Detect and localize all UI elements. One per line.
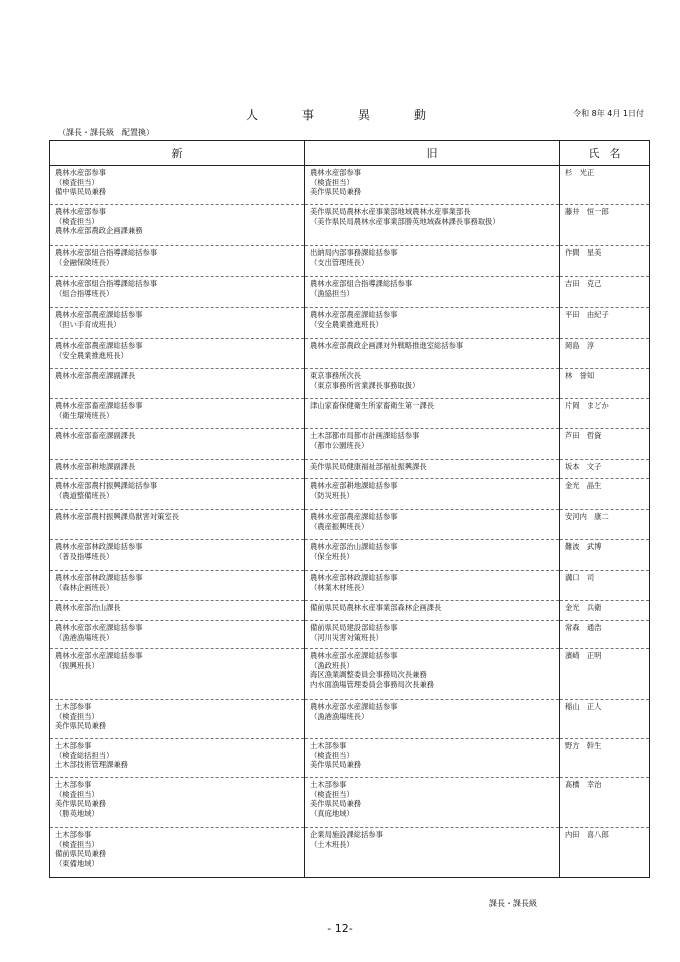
table-row <box>50 621 650 649</box>
cell-person-name: 藤井 恒一郎 <box>560 205 650 246</box>
cell-new-post <box>50 828 305 878</box>
post-line: （検査担当） <box>310 750 354 760</box>
header-new: 新 <box>50 141 305 166</box>
post-line: 備前県民局兼務 <box>55 849 107 859</box>
post-line: （検査担当） <box>55 839 99 849</box>
post-line: （東備地域） <box>55 858 99 868</box>
cell-person-name: 平田 由紀子 <box>560 308 650 339</box>
cell-old-post <box>305 601 560 621</box>
post-line: （検査担当） <box>55 177 99 187</box>
post-line: 農林水産部農政企画課対外戦略推進室総括参事 <box>310 341 464 350</box>
cell-person-name: 吉田 克己 <box>560 277 650 308</box>
personnel-table <box>49 140 650 878</box>
cell-new-post <box>50 778 305 828</box>
table-row <box>50 308 650 339</box>
table-row <box>50 277 650 308</box>
post-line: 東京事務所次長 <box>310 371 362 380</box>
cell-old-post <box>305 460 560 479</box>
post-line: 農林水産部農産課総括参事 <box>55 341 143 350</box>
cell-person-name: 稲山 正人 <box>560 700 650 739</box>
cell-new-post <box>50 166 305 205</box>
post-line: （保全班長） <box>310 551 354 561</box>
post-line: 土木部都市局都市計画課総括参事 <box>310 431 420 440</box>
post-line: 海区漁業調整委員会事務局次長兼務 <box>310 670 427 680</box>
post-line: 土木部参事 <box>310 741 347 750</box>
table-row <box>50 778 650 828</box>
cell-person-name: 内田 喜八郎 <box>560 828 650 878</box>
post-line: （衛生環境班長） <box>55 410 114 420</box>
cell-old-post <box>305 339 560 369</box>
cell-old-post <box>305 828 560 878</box>
post-line: （森林企画班長） <box>55 582 114 592</box>
cell-old-post <box>305 510 560 540</box>
cell-old-post <box>305 429 560 460</box>
post-line: 美作県民局兼務 <box>55 799 107 809</box>
post-line: 農林水産部農産課総括参事 <box>55 310 143 319</box>
table-row <box>50 339 650 369</box>
cell-person-name: 安河内 康二 <box>560 510 650 540</box>
post-line: 農林水産部組合指導課総括参事 <box>55 279 158 288</box>
cell-new-post <box>50 700 305 739</box>
post-line: 企業局施設課総括参事 <box>310 830 383 839</box>
post-line: （安全農業推進班長） <box>310 319 383 329</box>
post-line: （勝英地域） <box>55 808 99 818</box>
post-line: （振興班長） <box>55 660 99 670</box>
post-line: 農林水産部農産課総括参事 <box>310 512 398 521</box>
table-row <box>50 828 650 878</box>
post-line: 農林水産部農村振興課鳥獣害対策室長 <box>55 512 180 521</box>
cell-person-name: 難波 武博 <box>560 540 650 571</box>
post-line: 美作県民局兼務 <box>310 187 362 197</box>
post-line: （検査担当） <box>55 711 99 721</box>
post-line: 津山家畜保健衛生所家畜衛生第一課長 <box>310 401 435 410</box>
cell-person-name: 岡島 淳 <box>560 339 650 369</box>
post-line: 土木部参事 <box>310 780 347 789</box>
cell-new-post <box>50 339 305 369</box>
cell-new-post <box>50 479 305 510</box>
post-line: （検査担当） <box>310 177 354 187</box>
post-line: 土木部技術管理課兼務 <box>55 760 128 770</box>
cell-person-name: 杉 光正 <box>560 166 650 205</box>
post-line: 内水面漁場管理委員会事務局次長兼務 <box>310 679 435 689</box>
post-line: 土木部参事 <box>55 830 92 839</box>
post-line: （土木班長） <box>310 839 354 849</box>
cell-person-name: 林 誉知 <box>560 369 650 399</box>
cell-old-post <box>305 739 560 778</box>
table-row <box>50 479 650 510</box>
table-row <box>50 399 650 429</box>
post-line: （普及指導班長） <box>55 551 114 561</box>
post-line: 農林水産部水産課総括参事 <box>55 623 143 632</box>
header-old: 旧 <box>305 141 560 166</box>
post-line: （農産振興班長） <box>310 521 369 531</box>
cell-new-post <box>50 277 305 308</box>
cell-old-post <box>305 649 560 700</box>
cell-new-post <box>50 739 305 778</box>
post-line: （金融保険班長） <box>55 257 114 267</box>
header-name: 氏名 <box>560 141 650 166</box>
cell-person-name: 芦田 哲資 <box>560 429 650 460</box>
table-row <box>50 429 650 460</box>
cell-person-name: 金光 晶生 <box>560 479 650 510</box>
table-row <box>50 369 650 399</box>
cell-new-post <box>50 399 305 429</box>
table-row <box>50 649 650 700</box>
post-line: 美作県民局兼務 <box>55 721 107 731</box>
table-header-row <box>50 141 650 166</box>
post-line: （東京事務所営業課長事務取扱） <box>310 380 420 390</box>
cell-new-post <box>50 621 305 649</box>
post-line: 備前県民局農林水産事業部森林企画課長 <box>310 603 442 612</box>
cell-old-post <box>305 277 560 308</box>
post-line: （都市公園班長） <box>310 440 369 450</box>
post-line: 備中県民局兼務 <box>55 187 107 197</box>
table-row <box>50 601 650 621</box>
cell-new-post <box>50 429 305 460</box>
cell-person-name: 作間 星美 <box>560 246 650 277</box>
post-line: （漁港漁場班長） <box>55 632 114 642</box>
cell-new-post <box>50 308 305 339</box>
post-line: 農林水産部治山課長 <box>55 603 121 612</box>
cell-person-name: 常森 通浩 <box>560 621 650 649</box>
post-line: 農林水産部参事 <box>55 207 107 216</box>
post-line: 備前県民局建設部総括参事 <box>310 623 398 632</box>
cell-person-name: 野方 幹生 <box>560 739 650 778</box>
table-row <box>50 246 650 277</box>
table-row <box>50 510 650 540</box>
post-line: 美作県民局農林水産事業部地域農林水産事業部長 <box>310 207 471 216</box>
post-line: 農林水産部林政課総括参事 <box>55 573 143 582</box>
post-line: 出納局内部事務課総括参事 <box>310 248 398 257</box>
post-line: （担い手育成班長） <box>55 319 121 329</box>
post-line: （支出管理班長） <box>310 257 369 267</box>
cell-new-post <box>50 571 305 601</box>
document-title: 人 事 異 動 <box>245 108 442 122</box>
post-line: 農林水産部農村振興課総括参事 <box>55 481 158 490</box>
post-line: （検査担当） <box>310 789 354 799</box>
cell-person-name: 濱崎 正明 <box>560 649 650 700</box>
post-line: （農道整備班長） <box>55 490 114 500</box>
post-line: 美作県民局兼務 <box>310 799 362 809</box>
post-line: （真庭地域） <box>310 808 354 818</box>
post-line: 農林水産部林政課総括参事 <box>310 573 398 582</box>
post-line: （組合指導班長） <box>55 288 114 298</box>
cell-old-post <box>305 700 560 739</box>
post-line: （林業木材班長） <box>310 582 369 592</box>
cell-old-post <box>305 308 560 339</box>
post-line: （漁協担当） <box>310 288 354 298</box>
footer-note: 課長・課長級 <box>489 899 537 908</box>
cell-new-post <box>50 205 305 246</box>
cell-new-post <box>50 246 305 277</box>
cell-old-post <box>305 399 560 429</box>
post-line: （検査担当） <box>55 216 99 226</box>
cell-person-name: 溝口 司 <box>560 571 650 601</box>
post-line: 農林水産部参事 <box>55 168 107 177</box>
cell-person-name: 片岡 まどか <box>560 399 650 429</box>
table-row <box>50 460 650 479</box>
cell-old-post <box>305 540 560 571</box>
cell-new-post <box>50 601 305 621</box>
table-row <box>50 205 650 246</box>
cell-old-post <box>305 479 560 510</box>
cell-person-name: 髙橋 幸治 <box>560 778 650 828</box>
post-line: 美作県民局健康福祉部福祉振興課長 <box>310 462 427 471</box>
post-line: （安全農業推進班長） <box>55 350 128 360</box>
post-line: （漁港漁場班長） <box>310 711 369 721</box>
cell-new-post <box>50 460 305 479</box>
post-line: 農林水産部畜産課副課長 <box>55 431 136 440</box>
cell-person-name: 坂本 文子 <box>560 460 650 479</box>
post-line: 農林水産部農産課総括参事 <box>310 310 398 319</box>
post-line: 農林水産部水産課総括参事 <box>310 651 398 660</box>
page-number: - 12- <box>327 922 353 935</box>
cell-person-name: 金光 兵衛 <box>560 601 650 621</box>
post-line: 農林水産部組合指導課総括参事 <box>310 279 413 288</box>
post-line: （漁政班長） <box>310 660 354 670</box>
post-line: 農林水産部耕地課副課長 <box>55 462 136 471</box>
post-line: 土木部参事 <box>55 780 92 789</box>
post-line: 農林水産部農産課副課長 <box>55 371 136 380</box>
table-row <box>50 700 650 739</box>
cell-new-post <box>50 649 305 700</box>
post-line: （防災班長） <box>310 490 354 500</box>
table-row <box>50 540 650 571</box>
section-label: （課長・課長級 配置換） <box>58 128 154 137</box>
post-line: 土木部参事 <box>55 741 92 750</box>
cell-old-post <box>305 166 560 205</box>
post-line: 農林水産部参事 <box>310 168 362 177</box>
cell-old-post <box>305 778 560 828</box>
cell-new-post <box>50 369 305 399</box>
post-line: 農林水産部組合指導課総括参事 <box>55 248 158 257</box>
post-line: 農林水産部耕地課総括参事 <box>310 481 398 490</box>
post-line: （河川災害対策班長） <box>310 632 383 642</box>
cell-old-post <box>305 205 560 246</box>
post-line: 農林水産部水産課総括参事 <box>310 702 398 711</box>
effective-date: 令和 8年 4月 1日付 <box>573 109 644 118</box>
cell-old-post <box>305 621 560 649</box>
cell-old-post <box>305 369 560 399</box>
table-row <box>50 571 650 601</box>
table-row <box>50 166 650 205</box>
post-line: 土木部参事 <box>55 702 92 711</box>
post-line: （美作県民局農林水産事業部勝英地域森林課長事務取扱） <box>310 216 500 226</box>
cell-old-post <box>305 246 560 277</box>
post-line: 農林水産部治山課総括参事 <box>310 542 398 551</box>
cell-new-post <box>50 540 305 571</box>
post-line: 農林水産部農政企画課兼務 <box>55 226 143 236</box>
post-line: （検査総括担当） <box>55 750 114 760</box>
cell-new-post <box>50 510 305 540</box>
post-line: 農林水産部水産課総括参事 <box>55 651 143 660</box>
post-line: 美作県民局兼務 <box>310 760 362 770</box>
table-row <box>50 739 650 778</box>
post-line: 農林水産部畜産課総括参事 <box>55 401 143 410</box>
post-line: 農林水産部林政課総括参事 <box>55 542 143 551</box>
cell-old-post <box>305 571 560 601</box>
post-line: （検査担当） <box>55 789 99 799</box>
